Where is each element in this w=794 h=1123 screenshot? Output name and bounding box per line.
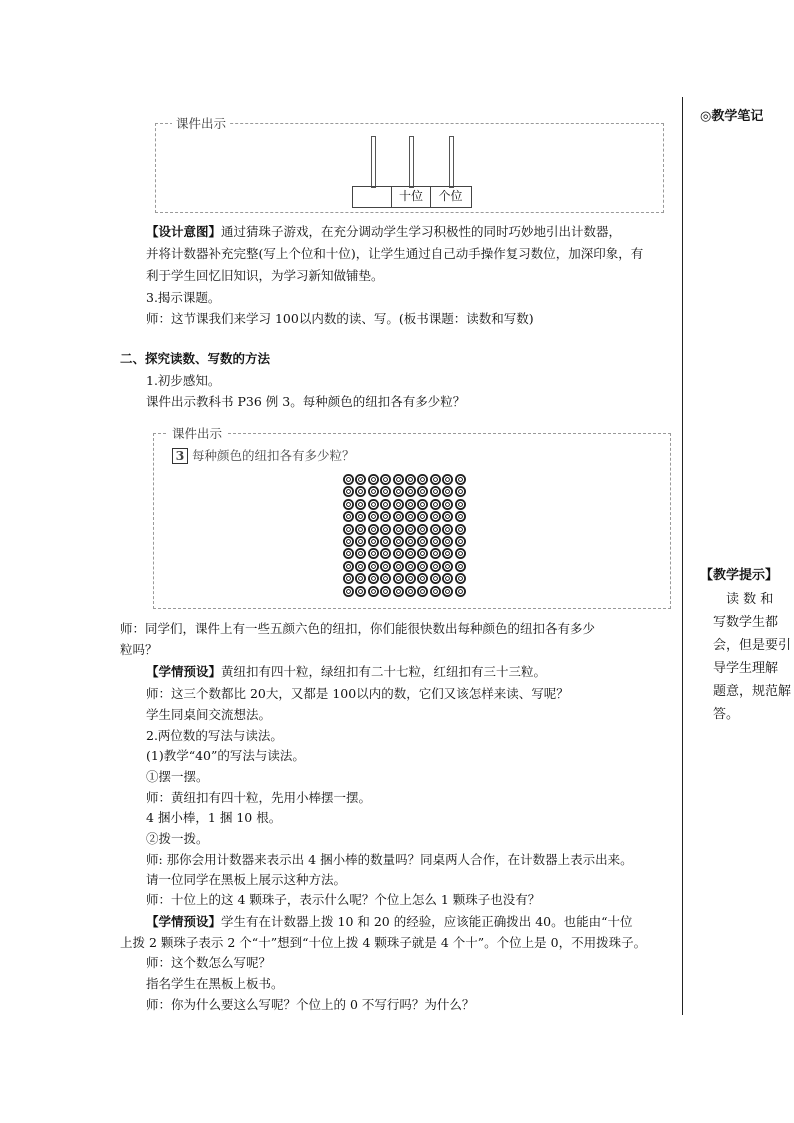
button-icon (368, 511, 379, 522)
button-icon (355, 586, 366, 597)
tip-line-1: 读 数 和 (726, 592, 774, 607)
courseware-tag-2: 课件出示 (168, 424, 226, 442)
tip-line-6: 答。 (713, 707, 740, 722)
button-icon (405, 573, 416, 584)
button-icon (393, 474, 404, 485)
design-intent-line-2: 并将计数器补充完整(写上个位和十位)，让学生通过自己动手操作复习数位，加深印象，有 (146, 246, 644, 261)
button-icon (393, 586, 404, 597)
sticks-line: 4 捆小棒，1 捆 10 根。 (146, 810, 282, 825)
button-icon (380, 486, 391, 497)
button-icon (405, 548, 416, 559)
button-icon (442, 511, 453, 522)
button-icon (442, 536, 453, 547)
button-icon (405, 524, 416, 535)
button-icon (368, 573, 379, 584)
button-icon (430, 586, 441, 597)
button-icon (455, 499, 466, 510)
teacher-line-3: 师：这三个数都比 20大，又都是 100以内的数，它们又该怎样来读、写呢？ (146, 686, 569, 701)
button-icon (455, 474, 466, 485)
button-icon (380, 524, 391, 535)
button-icon (368, 561, 379, 572)
preset-label-1: 【学情预设】 (146, 664, 222, 679)
design-intent-label: 【设计意图】 (146, 224, 222, 239)
student-line-1: 学生同桌间交流想法。 (146, 707, 272, 722)
abacus-cell-empty (353, 187, 392, 207)
button-icon (343, 486, 354, 497)
button-icon (393, 536, 404, 547)
button-icon (455, 548, 466, 559)
button-icon (380, 548, 391, 559)
button-icon (405, 536, 416, 547)
preset-line-2a: 【学情预设】学生有在计数器上拨 10 和 20 的经验，应该能正确拨出 40。也能由“十位 (146, 914, 633, 929)
button-icon (417, 486, 428, 497)
button-icon (393, 548, 404, 559)
button-icon (343, 561, 354, 572)
button-icon (442, 586, 453, 597)
button-icon (380, 573, 391, 584)
sidebar-divider (682, 97, 683, 1015)
button-icon (355, 561, 366, 572)
arrange-line: ①摆一摆。 (146, 769, 209, 784)
button-icon (368, 474, 379, 485)
button-icon (417, 524, 428, 535)
button-icon (368, 548, 379, 559)
button-icon (355, 573, 366, 584)
button-icon (430, 499, 441, 510)
teacher-line-6: 师：十位上的这 4 颗珠子，表示什么呢？个位上怎么 1 颗珠子也没有？ (146, 892, 541, 907)
button-icon (417, 586, 428, 597)
button-icon (343, 474, 354, 485)
button-icon (405, 486, 416, 497)
button-icon (417, 474, 428, 485)
example-number: 3 (172, 448, 188, 464)
button-icon (455, 486, 466, 497)
button-icon (368, 536, 379, 547)
teacher-line-1: 师：这节课我们来学习 100以内数的读、写。(板书课题：读数和写数) (146, 311, 534, 326)
abacus-cell-tens: 十位 (392, 187, 431, 207)
teacher-line-5: 师: 那你会用计数器来表示出 4 捆小棒的数量吗？同桌两人合作，在计数器上表示出来。 (146, 852, 633, 867)
button-icon (355, 486, 366, 497)
button-icon (380, 536, 391, 547)
button-icon (368, 499, 379, 510)
button-icon (393, 486, 404, 497)
button-icon (405, 561, 416, 572)
button-icon (455, 536, 466, 547)
section-2-heading: 二、探究读数、写数的方法 (120, 351, 271, 366)
button-icon (368, 524, 379, 535)
teach-40-line: (1)教学“40”的写法与读法。 (146, 748, 305, 763)
teacher-line-5b: 请一位同学在黑板上展示这种方法。 (146, 872, 347, 887)
courseware-tag-1: 课件出示 (172, 114, 230, 132)
button-icon (343, 573, 354, 584)
button-icon (343, 524, 354, 535)
button-icon (417, 499, 428, 510)
abacus-frame (352, 186, 472, 208)
student-line-2: 指名学生在黑板上板书。 (146, 976, 284, 991)
button-icon (455, 511, 466, 522)
button-icon (343, 586, 354, 597)
abacus-rod-1 (371, 136, 376, 188)
button-icon (430, 524, 441, 535)
button-icon (430, 561, 441, 572)
button-icon (343, 536, 354, 547)
button-icon (380, 499, 391, 510)
preset-label-2: 【学情预设】 (146, 914, 222, 929)
button-icon (430, 486, 441, 497)
button-icon (430, 536, 441, 547)
button-icon (442, 573, 453, 584)
design-intent-line-1: 【设计意图】通过猜珠子游戏，在充分调动学生学习积极性的同时巧妙地引出计数器， (146, 224, 622, 239)
button-icon (430, 511, 441, 522)
teacher-line-4: 师：黄纽扣有四十粒，先用小棒摆一摆。 (146, 790, 372, 805)
button-icon (442, 524, 453, 535)
two-digit-line: 2.两位数的写法与读法。 (146, 728, 283, 743)
tip-line-3: 会，但是要引 (713, 638, 792, 653)
show-line: 课件出示教科书 P36 例 3。每种颜色的纽扣各有多少粒？ (146, 394, 466, 409)
button-icon (355, 524, 366, 535)
button-icon (455, 524, 466, 535)
preset-line-1: 【学情预设】黄纽扣有四十粒，绿纽扣有二十七粒，红纽扣有三十三粒。 (146, 664, 547, 679)
button-icon (380, 561, 391, 572)
abacus-cell-ones: 个位 (438, 189, 463, 203)
step-3-line: 3.揭示课题。 (146, 290, 221, 305)
teacher-line-2a: 师：同学们，课件上有一些五颜六色的纽扣，你们能很快数出每种颜色的纽扣各有多少 (120, 621, 596, 636)
tip-line-5: 题意，规范解 (713, 684, 792, 699)
preset-line-2b: 上拨 2 颗珠子表示 2 个“十”想到“十位上拨 4 颗珠子就是 4 个十”。个位上是 0，不用拨珠子。 (120, 935, 647, 950)
button-icon (343, 511, 354, 522)
button-icon (442, 474, 453, 485)
button-icon (343, 548, 354, 559)
button-icon (380, 586, 391, 597)
button-icon (355, 548, 366, 559)
button-icon (393, 524, 404, 535)
teacher-line-7: 师：这个数怎么写呢？ (146, 955, 272, 970)
button-icon (417, 536, 428, 547)
button-icon (442, 561, 453, 572)
button-icon (417, 573, 428, 584)
button-icon (442, 499, 453, 510)
button-icon (455, 573, 466, 584)
teacher-line-2b: 粒吗？ (120, 642, 158, 657)
button-icon (417, 561, 428, 572)
button-icon (380, 511, 391, 522)
tip-title: 【教学提示】 (700, 568, 779, 583)
example-question: 3 每种颜色的纽扣各有多少粒？ (172, 447, 355, 465)
abacus-rod-3 (449, 136, 454, 188)
button-icon (455, 561, 466, 572)
button-icon (368, 486, 379, 497)
button-icon (405, 499, 416, 510)
button-icon (393, 499, 404, 510)
button-icon (430, 548, 441, 559)
tip-line-4: 导学生理解 (713, 661, 779, 676)
abacus-rod-2 (409, 136, 414, 188)
button-icon (442, 548, 453, 559)
button-icon (355, 511, 366, 522)
button-icon (430, 573, 441, 584)
design-intent-line-3: 利于学生回忆旧知识，为学习新知做铺垫。 (146, 268, 384, 283)
tip-line-2: 写数学生都 (713, 615, 779, 630)
button-icon (393, 511, 404, 522)
button-icon (430, 474, 441, 485)
button-icon (355, 474, 366, 485)
button-icon (455, 586, 466, 597)
button-icon (380, 474, 391, 485)
button-icon (343, 499, 354, 510)
button-icon (417, 548, 428, 559)
teacher-line-8: 师：你为什么要这么写呢？个位上的 0 不写行吗？为什么？ (146, 997, 475, 1012)
button-icon (393, 561, 404, 572)
notes-title: ◎教学笔记 (700, 109, 764, 124)
button-icon (393, 573, 404, 584)
button-icon (405, 511, 416, 522)
button-icon (355, 499, 366, 510)
button-icon (405, 474, 416, 485)
button-icon (355, 536, 366, 547)
perceive-line: 1.初步感知。 (146, 373, 221, 388)
button-icon (442, 486, 453, 497)
dial-line: ②拨一拨。 (146, 831, 209, 846)
button-icon (405, 586, 416, 597)
button-icon (368, 586, 379, 597)
button-grid (343, 474, 467, 598)
button-icon (417, 511, 428, 522)
